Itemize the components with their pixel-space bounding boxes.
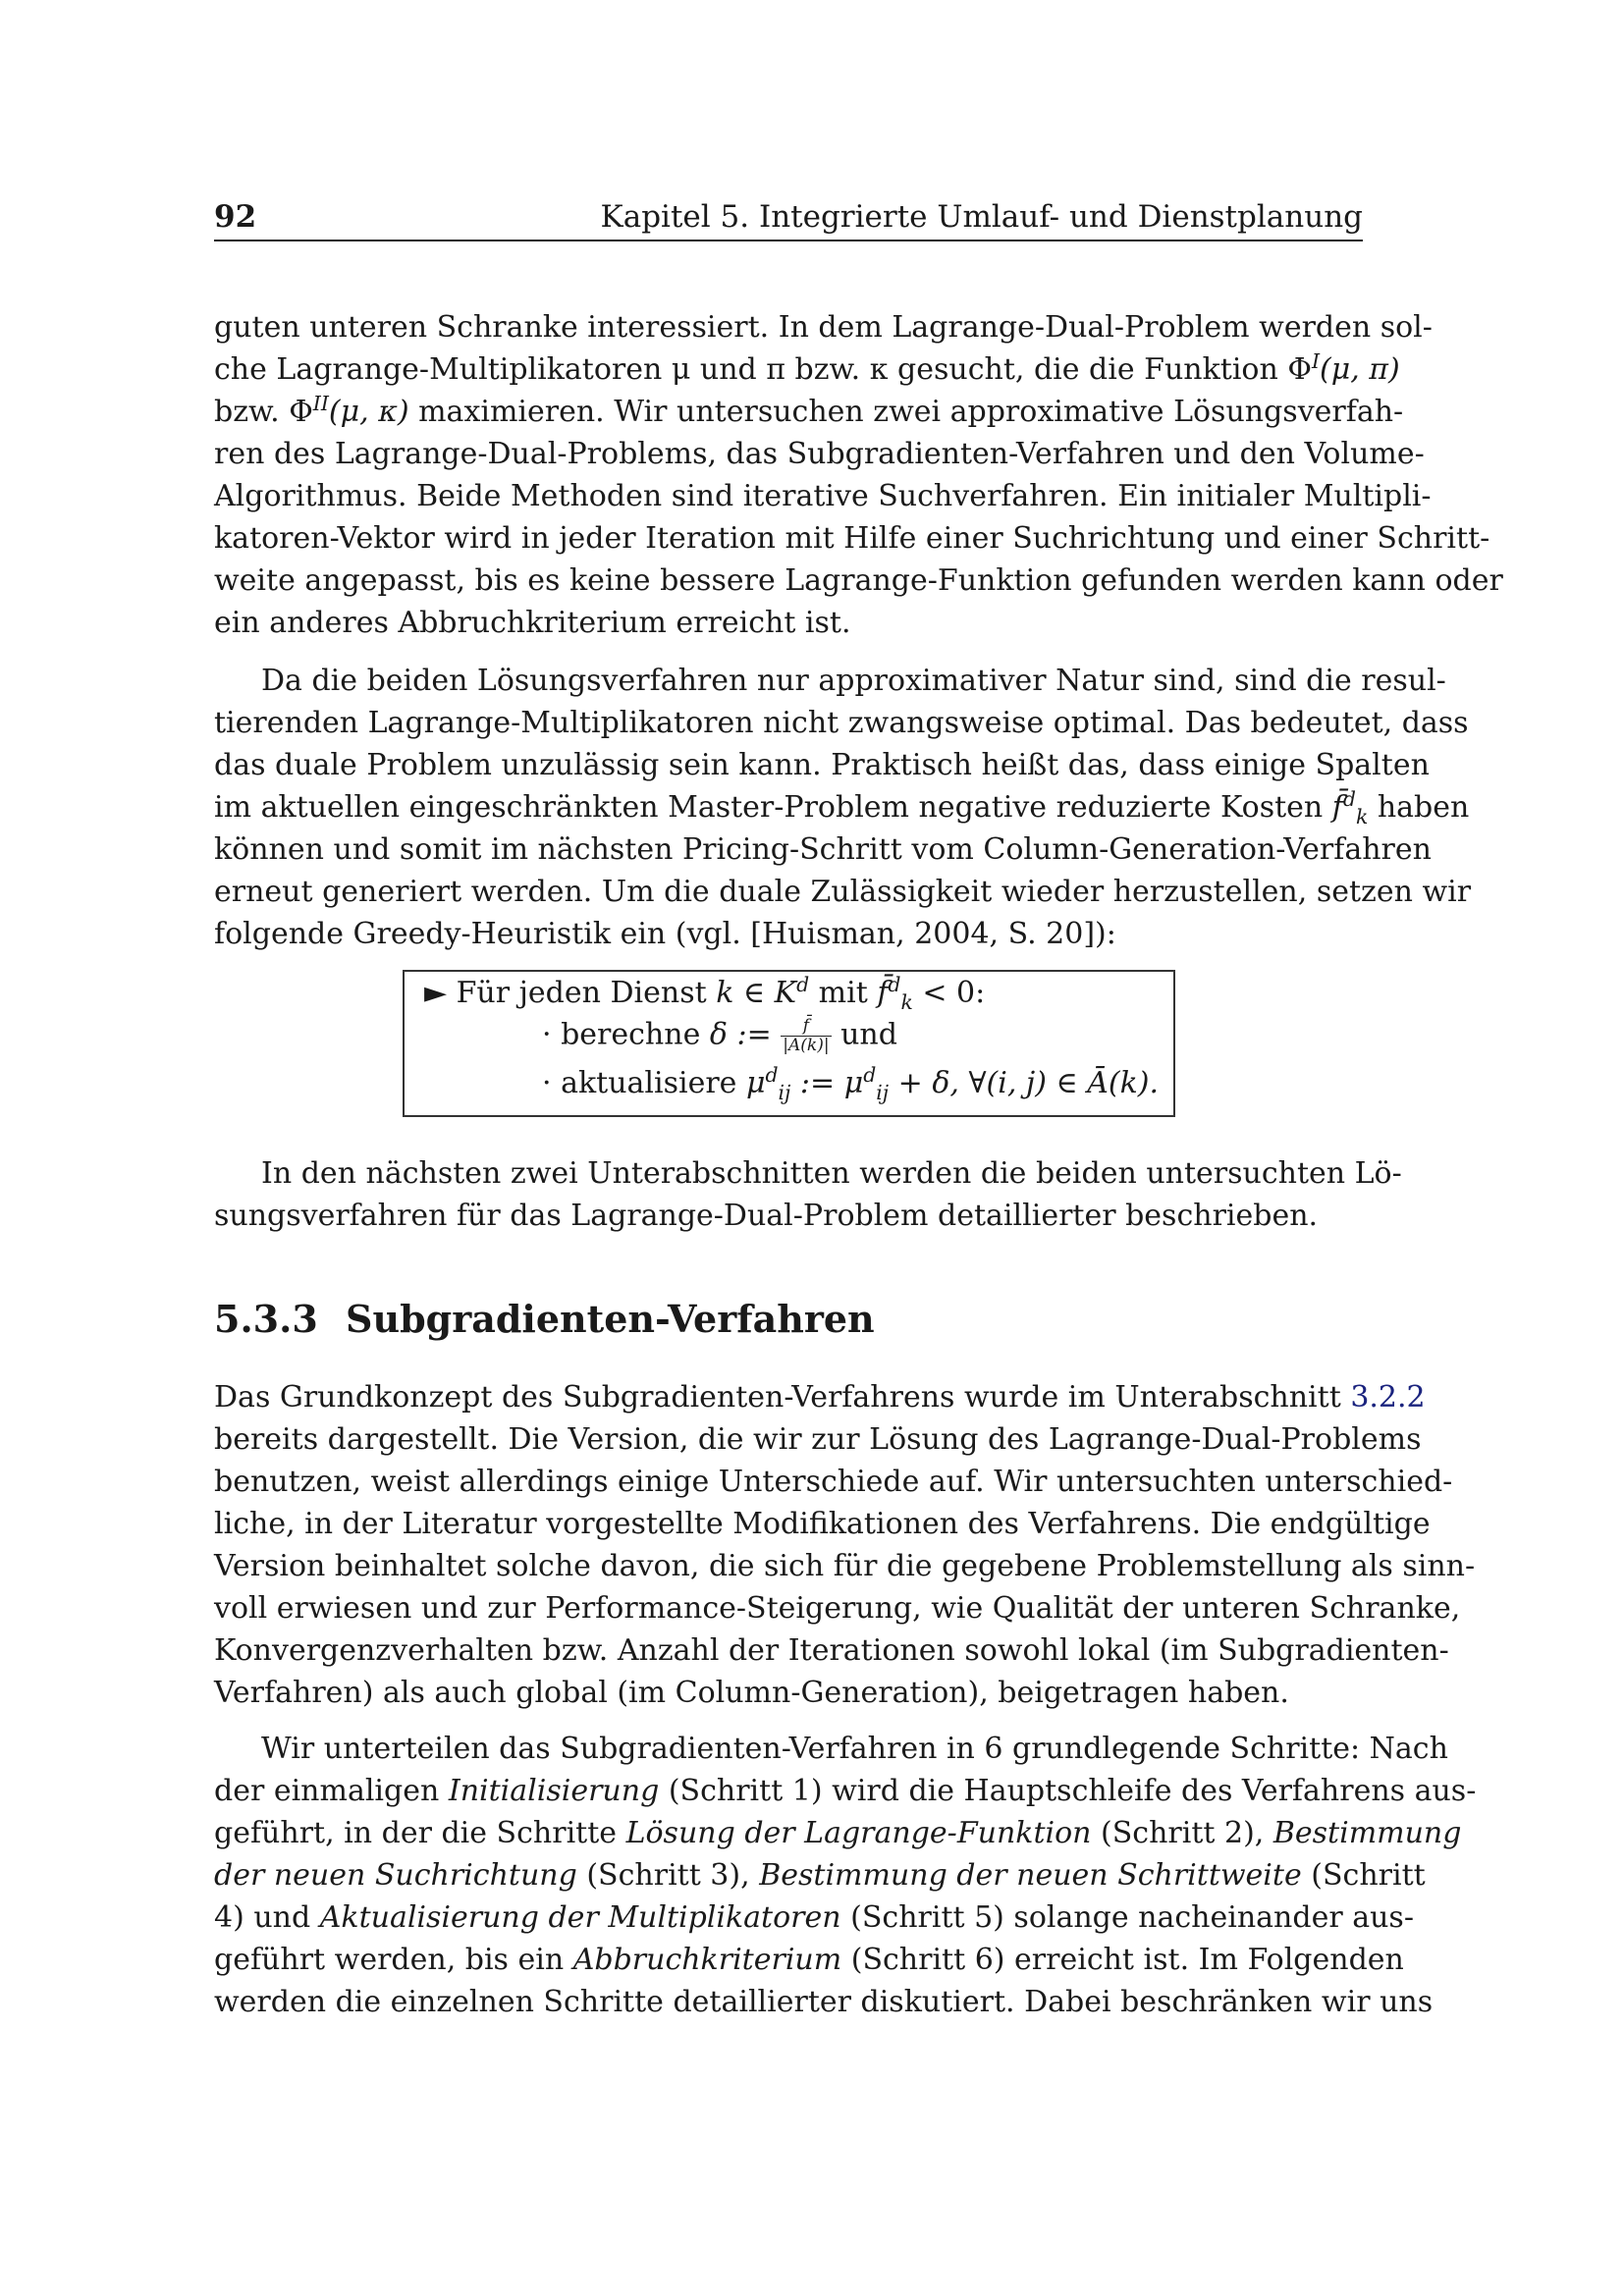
math-sub: ij <box>876 1081 890 1104</box>
text-span: · berechne <box>542 1017 710 1052</box>
running-head <box>214 194 1363 241</box>
text-line: katoren-Vektor wird in jeder Iteration mit Hilfe einer Suchrichtung und einer Schritt- <box>214 521 1490 556</box>
math-sub: k <box>900 990 913 1014</box>
text-span: haben <box>1368 790 1470 825</box>
text-line: erneut generiert werden. Um die duale Zulässigkeit wieder herzustellen, setzen wir <box>214 875 1472 909</box>
text-line <box>214 1812 1462 1854</box>
paragraph-2 <box>214 660 1472 955</box>
text-line: liche, in der Literatur vorgestellte Modifikationen des Verfahrens. Die endgültige <box>214 1507 1431 1541</box>
box-line-3 <box>542 1063 1160 1104</box>
section-heading <box>214 1295 1363 1344</box>
text-line: sungsverfahren für das Lagrange-Dual-Problem detaillierter beschrieben. <box>214 1199 1319 1233</box>
text-line: benutzen, weist allerdings einige Unterschiede auf. Wir untersuchten unterschied- <box>214 1465 1453 1499</box>
emphasis: Aktualisierung der Multiplikatoren <box>319 1900 841 1935</box>
math-expr: δ := <box>709 1017 772 1052</box>
text-span: ► Für jeden Dienst <box>424 976 717 1010</box>
text-line: das duale Problem unzulässig sein kann. Praktisch heißt das, dass einige Spalten <box>214 748 1430 782</box>
text-line: weite angepasst, bis es keine bessere Lagrange-Funktion gefunden werden kann oder <box>214 563 1503 598</box>
math-sup: d <box>863 1063 877 1087</box>
text-span: (Schritt 2), <box>1091 1816 1273 1850</box>
box-line-1 <box>424 973 986 1014</box>
text-span: der einmaligen <box>214 1774 449 1808</box>
text-line: guten unteren Schranke interessiert. In dem Lagrange-Dual-Problem werden sol- <box>214 310 1433 345</box>
text-span: (Schritt 6) erreicht ist. Im Folgenden <box>841 1943 1404 1977</box>
math-symbol: f̄ <box>1331 790 1343 825</box>
text-span: bzw. Φ <box>214 395 313 429</box>
section-title: Subgradienten-Verfahren <box>346 1297 875 1341</box>
text-span: Das Grundkonzept des Subgradienten-Verfahrens wurde im Unterabschnitt <box>214 1380 1351 1415</box>
math-sup: d <box>765 1063 779 1087</box>
math-symbol: f̄ <box>877 976 889 1010</box>
text-span: mit <box>809 976 878 1010</box>
text-line: werden die einzelnen Schritte detaillierter diskutiert. Dabei beschränken wir uns <box>214 1985 1434 2019</box>
text-span: und <box>831 1017 897 1052</box>
text-line <box>214 1939 1404 1981</box>
text-span: (Schritt 3), <box>576 1858 760 1893</box>
emphasis: Lösung der Lagrange-Funktion <box>625 1816 1092 1850</box>
greedy-heuristic-box <box>403 970 1175 1117</box>
math-args: (μ, κ) <box>328 395 409 429</box>
text-span: im aktuellen eingeschränkten Master-Problem negative reduzierte Kosten <box>214 790 1332 825</box>
emphasis: Bestimmung <box>1272 1816 1462 1850</box>
emphasis: Bestimmung der neuen Schrittweite <box>759 1858 1302 1893</box>
math-sup: d <box>888 973 901 996</box>
text-span: · aktualisiere <box>542 1066 746 1100</box>
math-sub: ij <box>778 1081 791 1104</box>
text-line <box>214 1376 1426 1418</box>
text-line: Konvergenzverhalten bzw. Anzahl der Iterationen sowohl lokal (im Subgradienten- <box>214 1633 1449 1668</box>
math-sup: I <box>1311 349 1321 373</box>
box-line-2 <box>542 1017 897 1055</box>
paragraph-5 <box>214 1728 1477 2023</box>
fraction <box>781 1017 831 1055</box>
text-span: che Lagrange-Multiplikatoren μ und π bzw. κ gesucht, die die Funktion Φ <box>214 352 1312 387</box>
math-symbol: μ <box>745 1066 766 1100</box>
text-line: Verfahren) als auch global (im Column-Generation), beigetragen haben. <box>214 1676 1289 1710</box>
paragraph-3 <box>214 1152 1402 1237</box>
text-span: (Schritt 1) wird die Hauptschleife des Verfahrens aus- <box>659 1774 1477 1808</box>
text-line <box>214 391 1404 433</box>
fraction-denominator: |A(k)| <box>783 1036 830 1055</box>
text-span: geführt, in der die Schritte <box>214 1816 626 1850</box>
math-sub: k <box>1355 805 1369 828</box>
text-line: bereits dargestellt. Die Version, die wir zur Lösung des Lagrange-Dual-Problems <box>214 1422 1422 1457</box>
math-expr: := μ <box>790 1066 864 1100</box>
text-line: voll erwiesen und zur Performance-Steigerung, wie Qualität der unteren Schranke, <box>214 1591 1461 1626</box>
text-span: geführt werden, bis ein <box>214 1943 573 1977</box>
text-line <box>214 1896 1414 1939</box>
text-line <box>214 348 1400 391</box>
section-reference-link[interactable]: 3.2.2 <box>1350 1380 1426 1415</box>
math-expr: + δ, ∀(i, j) ∈ Ā(k). <box>889 1066 1160 1100</box>
emphasis: Abbruchkriterium <box>572 1943 842 1977</box>
text-line <box>214 786 1470 828</box>
text-line: Version beinhaltet solche davon, die sich für die gegebene Problemstellung als sinn- <box>214 1549 1476 1583</box>
math-sup: d <box>796 973 810 996</box>
text-line: können und somit im nächsten Pricing-Schritt vom Column-Generation-Verfahren <box>214 832 1432 867</box>
paragraph-4 <box>214 1376 1476 1714</box>
text-line: Algorithmus. Beide Methoden sind iterative Suchverfahren. Ein initialer Multipli- <box>214 479 1432 513</box>
math-sup: d <box>1342 787 1356 811</box>
emphasis: der neuen Suchrichtung <box>214 1858 577 1893</box>
text-line: ren des Lagrange-Dual-Problems, das Subgradienten-Verfahren und den Volume- <box>214 437 1425 471</box>
fraction-numerator: f̄ <box>781 1017 831 1037</box>
text-span: < 0: <box>912 976 986 1010</box>
chapter-title: Kapitel 5. Integrierte Umlauf- und Dienstplanung <box>600 199 1363 235</box>
math-sup: II <box>312 392 329 415</box>
text-span: (Schritt 5) solange nacheinander aus- <box>840 1900 1414 1935</box>
page-number: 92 <box>214 199 257 235</box>
text-span: maximieren. Wir untersuchen zwei approximative Lösungsverfah- <box>408 395 1404 429</box>
text-line: Wir unterteilen das Subgradienten-Verfahren in 6 grundlegende Schritte: Nach <box>261 1732 1448 1766</box>
text-line: Da die beiden Lösungsverfahren nur approximativer Natur sind, sind die resul- <box>261 664 1446 698</box>
text-span: 4) und <box>214 1900 320 1935</box>
paragraph-1 <box>214 306 1503 644</box>
text-line: In den nächsten zwei Unterabschnitten werden die beiden untersuchten Lö- <box>261 1156 1402 1191</box>
text-span: (Schritt <box>1301 1858 1426 1893</box>
text-line <box>214 1854 1426 1896</box>
math-expr: k ∈ K <box>716 976 797 1010</box>
text-line: folgende Greedy-Heuristik ein (vgl. [Huisman, 2004, S. 20]): <box>214 917 1116 951</box>
text-line: tierenden Lagrange-Multiplikatoren nicht zwangsweise optimal. Das bedeutet, dass <box>214 706 1469 740</box>
text-line: ein anderes Abbruchkriterium erreicht ist. <box>214 606 851 640</box>
text-line <box>214 1770 1477 1812</box>
math-args: (μ, π) <box>1320 352 1400 387</box>
emphasis: Initialisierung <box>448 1774 660 1808</box>
section-number: 5.3.3 <box>214 1297 318 1341</box>
